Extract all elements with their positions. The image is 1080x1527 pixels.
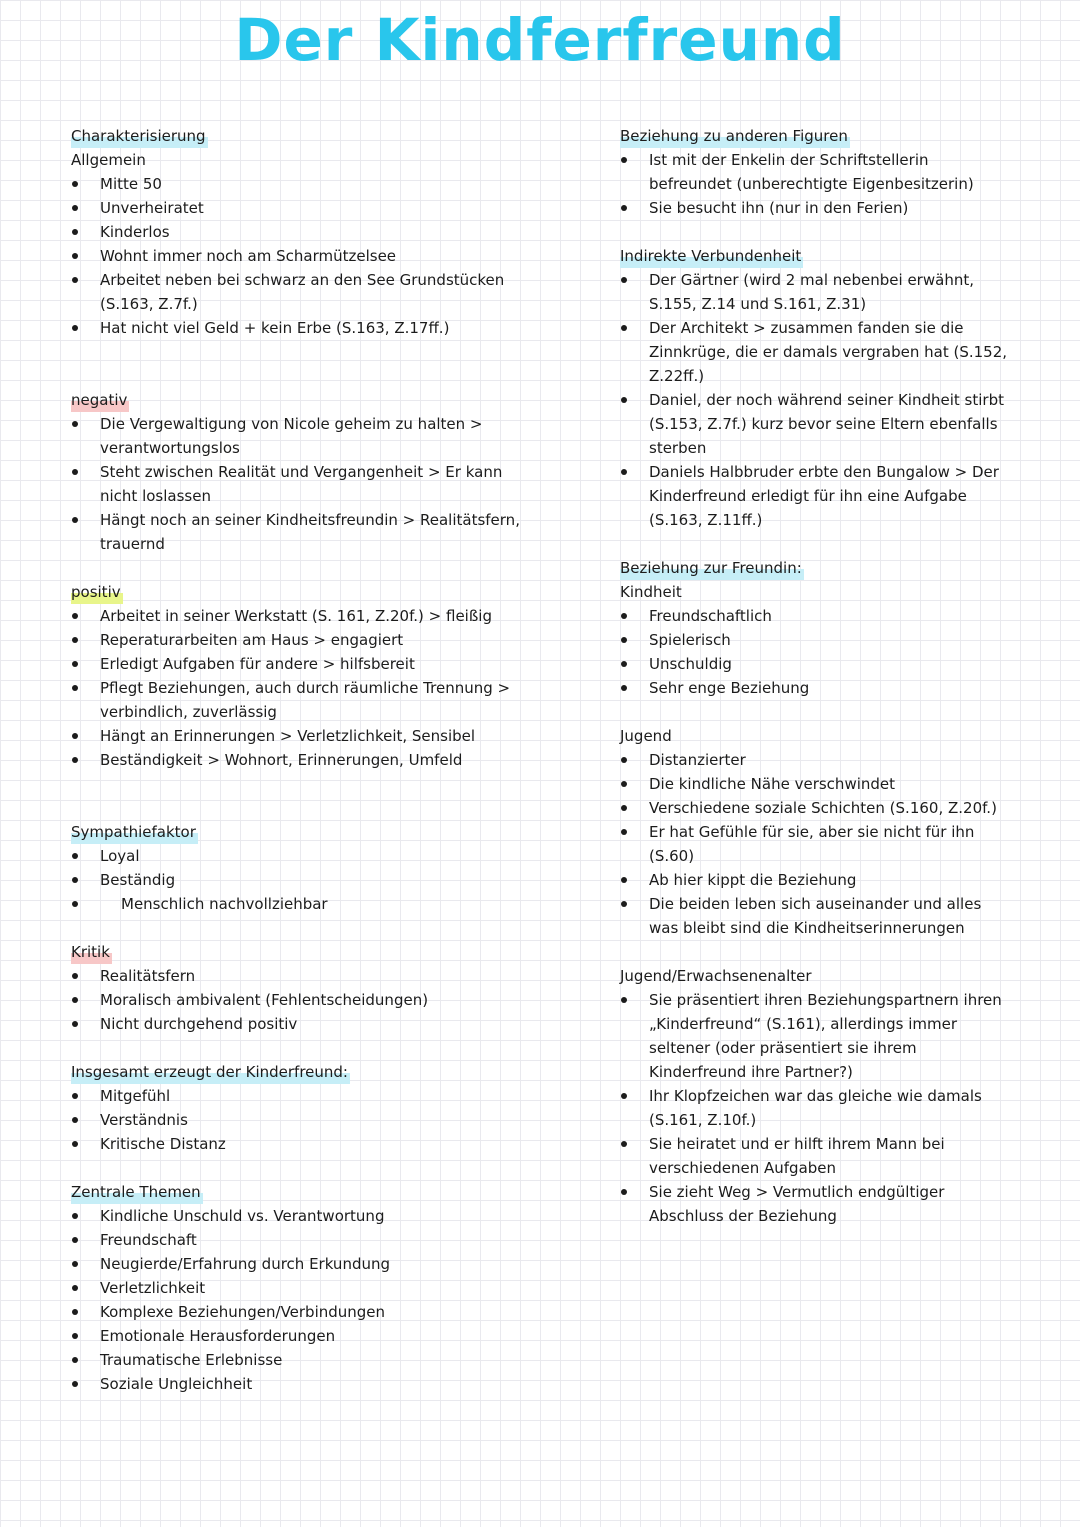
list-item: Hat nicht viel Geld + kein Erbe (S.163, Z.17ff.) bbox=[71, 316, 541, 340]
list-item: Verschiedene soziale Schichten (S.160, Z.20f.) bbox=[620, 796, 1010, 820]
list-item: Er hat Gefühle für sie, aber sie nicht für ihn (S.60) bbox=[620, 820, 1010, 868]
list-jugend bbox=[620, 748, 1010, 940]
subheading-kindheit: Kindheit bbox=[620, 583, 682, 601]
list-item: Verletzlichkeit bbox=[71, 1276, 541, 1300]
list-item: Sie zieht Weg > Vermutlich endgültiger Abschluss der Beziehung bbox=[620, 1180, 1010, 1228]
section-indirekte-verbundenheit bbox=[620, 244, 1010, 532]
list-item: Kinderlos bbox=[71, 220, 541, 244]
list-item: Moralisch ambivalent (Fehlentscheidungen) bbox=[71, 988, 541, 1012]
list-item: Reperaturarbeiten am Haus > engagiert bbox=[71, 628, 541, 652]
section-positiv bbox=[71, 580, 541, 772]
section-zentrale-themen bbox=[71, 1180, 541, 1396]
list-item: Ihr Klopfzeichen war das gleiche wie damals (S.161, Z.10f.) bbox=[620, 1084, 1010, 1132]
list-item: Ab hier kippt die Beziehung bbox=[620, 868, 1010, 892]
subheading-allgemein: Allgemein bbox=[71, 151, 146, 169]
page-title: Der Kindferfreund bbox=[234, 6, 846, 74]
list-item: Die Vergewaltigung von Nicole geheim zu halten > verantwortungslos bbox=[71, 412, 541, 460]
heading-beziehung-andere: Beziehung zu anderen Figuren bbox=[620, 124, 850, 148]
list-item: Freundschaft bbox=[71, 1228, 541, 1252]
list-item: Hängt an Erinnerungen > Verletzlichkeit, Sensibel bbox=[71, 724, 541, 748]
heading-indirekte-verbundenheit: Indirekte Verbundenheit bbox=[620, 244, 803, 268]
subheading-jugend: Jugend bbox=[620, 727, 672, 745]
list-item: Der Architekt > zusammen fanden sie die Zinnkrüge, die er damals vergraben hat (S.152, Z.22ff.) bbox=[620, 316, 1010, 388]
list-kindheit bbox=[620, 604, 1010, 700]
heading-sympathiefaktor: Sympathiefaktor bbox=[71, 820, 198, 844]
list-item: Spielerisch bbox=[620, 628, 1010, 652]
list-item: Hängt noch an seiner Kindheitsfreundin > Realitätsfern, trauernd bbox=[71, 508, 541, 556]
list-item: Beständigkeit > Wohnort, Erinnerungen, Umfeld bbox=[71, 748, 541, 772]
list-item: Menschlich nachvollziehbar bbox=[71, 892, 541, 916]
list-negativ bbox=[71, 412, 541, 556]
heading-negativ: negativ bbox=[71, 388, 129, 412]
list-allgemein bbox=[71, 172, 541, 340]
list-item: Verständnis bbox=[71, 1108, 541, 1132]
list-positiv bbox=[71, 604, 541, 772]
list-item: Arbeitet neben bei schwarz an den See Grundstücken (S.163, Z.7f.) bbox=[71, 268, 541, 316]
list-sympathiefaktor bbox=[71, 844, 541, 916]
list-item: Realitätsfern bbox=[71, 964, 541, 988]
list-item: Sie präsentiert ihren Beziehungspartnern ihren „Kinderfreund“ (S.161), allerdings immer seltener (oder präsentiert sie ihrem Kinderfreund ihre Partner?) bbox=[620, 988, 1010, 1084]
list-item: Sie besucht ihn (nur in den Ferien) bbox=[620, 196, 1010, 220]
list-item: Pflegt Beziehungen, auch durch räumliche Trennung > verbindlich, zuverlässig bbox=[71, 676, 541, 724]
heading-beziehung-freundin: Beziehung zur Freundin: bbox=[620, 556, 804, 580]
section-negativ bbox=[71, 388, 541, 556]
heading-zentrale-themen: Zentrale Themen bbox=[71, 1180, 203, 1204]
section-kritik bbox=[71, 940, 541, 1036]
list-item: Loyal bbox=[71, 844, 541, 868]
list-item: Daniels Halbbruder erbte den Bungalow > Der Kinderfreund erledigt für ihn eine Aufgabe (S.163, Z.11ff.) bbox=[620, 460, 1010, 532]
list-insgesamt bbox=[71, 1084, 541, 1156]
list-indirekte-verbundenheit bbox=[620, 268, 1010, 532]
list-item: Mitte 50 bbox=[71, 172, 541, 196]
heading-charakterisierung: Charakterisierung bbox=[71, 124, 208, 148]
list-item: Mitgefühl bbox=[71, 1084, 541, 1108]
list-item: Ist mit der Enkelin der Schriftstellerin befreundet (unberechtigte Eigenbesitzerin) bbox=[620, 148, 1010, 196]
list-item: Sie heiratet und er hilft ihrem Mann bei verschiedenen Aufgaben bbox=[620, 1132, 1010, 1180]
list-beziehung-andere bbox=[620, 148, 1010, 220]
list-item: Kritische Distanz bbox=[71, 1132, 541, 1156]
list-item: Daniel, der noch während seiner Kindheit stirbt (S.153, Z.7f.) kurz bevor seine Eltern ebenfalls sterben bbox=[620, 388, 1010, 460]
list-item: Emotionale Herausforderungen bbox=[71, 1324, 541, 1348]
list-item: Nicht durchgehend positiv bbox=[71, 1012, 541, 1036]
list-item: Sehr enge Beziehung bbox=[620, 676, 1010, 700]
list-item: Freundschaftlich bbox=[620, 604, 1010, 628]
section-sympathiefaktor bbox=[71, 820, 541, 916]
section-insgesamt bbox=[71, 1060, 541, 1156]
list-item: Die beiden leben sich auseinander und alles was bleibt sind die Kindheitserinnerungen bbox=[620, 892, 1010, 940]
section-beziehung-andere bbox=[620, 124, 1010, 220]
list-item: Traumatische Erlebnisse bbox=[71, 1348, 541, 1372]
list-item: Steht zwischen Realität und Vergangenheit > Er kann nicht loslassen bbox=[71, 460, 541, 508]
list-item: Der Gärtner (wird 2 mal nebenbei erwähnt, S.155, Z.14 und S.161, Z.31) bbox=[620, 268, 1010, 316]
list-item: Erledigt Aufgaben für andere > hilfsbereit bbox=[71, 652, 541, 676]
list-item: Distanzierter bbox=[620, 748, 1010, 772]
heading-kritik: Kritik bbox=[71, 940, 112, 964]
list-erwachsenenalter bbox=[620, 988, 1010, 1228]
heading-positiv: positiv bbox=[71, 580, 123, 604]
list-item: Komplexe Beziehungen/Verbindungen bbox=[71, 1300, 541, 1324]
subheading-erwachsenenalter: Jugend/Erwachsenenalter bbox=[620, 967, 812, 985]
list-item: Kindliche Unschuld vs. Verantwortung bbox=[71, 1204, 541, 1228]
left-column bbox=[71, 124, 541, 1396]
section-beziehung-freundin bbox=[620, 556, 1010, 1228]
list-zentrale-themen bbox=[71, 1204, 541, 1396]
list-item: Die kindliche Nähe verschwindet bbox=[620, 772, 1010, 796]
list-item: Beständig bbox=[71, 868, 541, 892]
heading-insgesamt: Insgesamt erzeugt der Kinderfreund: bbox=[71, 1060, 350, 1084]
list-item: Neugierde/Erfahrung durch Erkundung bbox=[71, 1252, 541, 1276]
list-item: Arbeitet in seiner Werkstatt (S. 161, Z.20f.) > fleißig bbox=[71, 604, 541, 628]
list-kritik bbox=[71, 964, 541, 1036]
list-item: Unschuldig bbox=[620, 652, 1010, 676]
list-item: Unverheiratet bbox=[71, 196, 541, 220]
section-charakterisierung bbox=[71, 124, 541, 340]
list-item: Soziale Ungleichheit bbox=[71, 1372, 541, 1396]
right-column bbox=[620, 124, 1010, 1228]
list-item: Wohnt immer noch am Scharmützelsee bbox=[71, 244, 541, 268]
